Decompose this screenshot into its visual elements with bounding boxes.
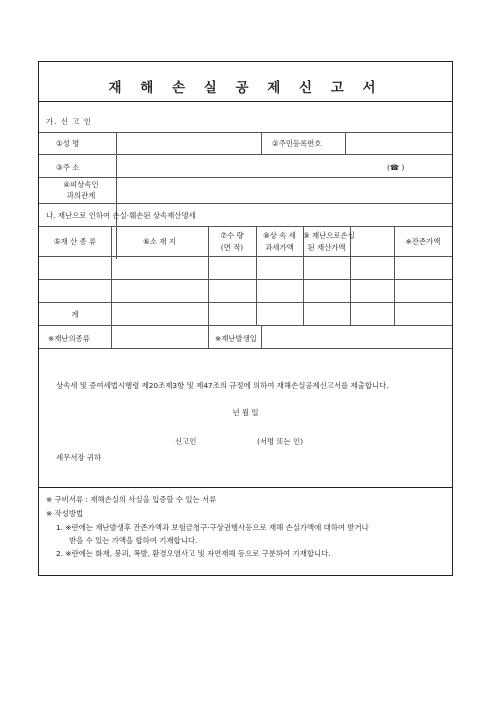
report-form [38,61,453,576]
divider [39,101,452,102]
divider [345,132,346,154]
section-ga-label: 가. 신 고 인 [46,117,92,126]
required-docs-note: ※ 구비서류 : 재해손실의 사실을 입증할 수 있는 서류 [46,495,217,504]
header-loss-value-line1: ⑨ 재난으로손실 [303,231,355,240]
header-remaining-value: ※잔존가액 [405,237,441,246]
phone-field: (☎ ) [387,163,405,172]
header-location: ⑥소 재 지 [143,237,176,246]
divider [261,132,262,154]
divider [39,154,452,155]
date-line: 년 월 일 [232,408,259,417]
divider [39,226,452,227]
form-title: 재 해 손 실 공 제 신 고 서 [108,80,383,96]
table-row [39,279,452,280]
header-quantity-line2: (면 적) [220,243,244,252]
total-label: 계 [71,310,79,319]
divider [39,348,452,349]
header-taxable-value-line2: 과세가액 [265,243,294,252]
divider [208,226,209,325]
divider [256,226,257,325]
reg-no-label: ②주민등록번호 [272,139,322,148]
divider [39,256,452,257]
divider [208,325,209,348]
name-label: ①성 명 [56,139,80,148]
section-na-label: 나. 재난으로 인하여 손실‧훼손된 상속재산명세 [46,211,196,220]
divider [303,226,304,325]
relation-label-line2: 과의관계 [66,191,96,200]
instruction-item-2: 2. ※란에는 화재, 붕괴, 폭발, 환경오염사고 및 자연재해 등으로 구분하여 기재합니다. [56,549,331,558]
divider [350,226,351,325]
divider [261,325,262,348]
disaster-date-label: ※재난발생일 [215,334,257,343]
header-asset-kind: ⑤재 산 종 류 [53,237,97,246]
divider [39,487,452,488]
relation-label-line1: ④피상속인 [63,180,99,189]
divider [39,132,452,133]
divider [39,177,452,178]
header-loss-value-line2: 된 재산가액 [307,243,346,252]
header-quantity-line1: ⑦수 량 [220,231,244,240]
signature-note: (서명 또는 인) [257,437,304,446]
disaster-kind-label: ※재난의종류 [48,334,90,343]
address-label: ③주 소 [56,163,80,172]
divider [39,325,452,326]
declaration-text: 상속세 및 증여세법시행령 제20조제3항 및 제47조의 규정에 의하여 재해손실공제신고서를 제출합니다. [56,381,389,390]
instruction-item-1: 1. ※란에는 재난발생후 잔존가액과 보험금청구‧구상권행사등으로 재해 손실가액에 대하여 받거나 [56,523,369,532]
divider [111,325,112,348]
header-taxable-value-line1: ⑧상 속 세 [263,231,296,240]
instructions-heading: ※ 작성방법 [46,509,84,518]
instruction-item-1-cont: 받을 수 있는 가액을 합하여 기재합니다. [69,536,198,545]
signer-label: 신고인 [175,437,197,446]
table-row [39,302,452,303]
addressee: 세무서장 귀하 [56,453,102,462]
divider [39,203,452,204]
